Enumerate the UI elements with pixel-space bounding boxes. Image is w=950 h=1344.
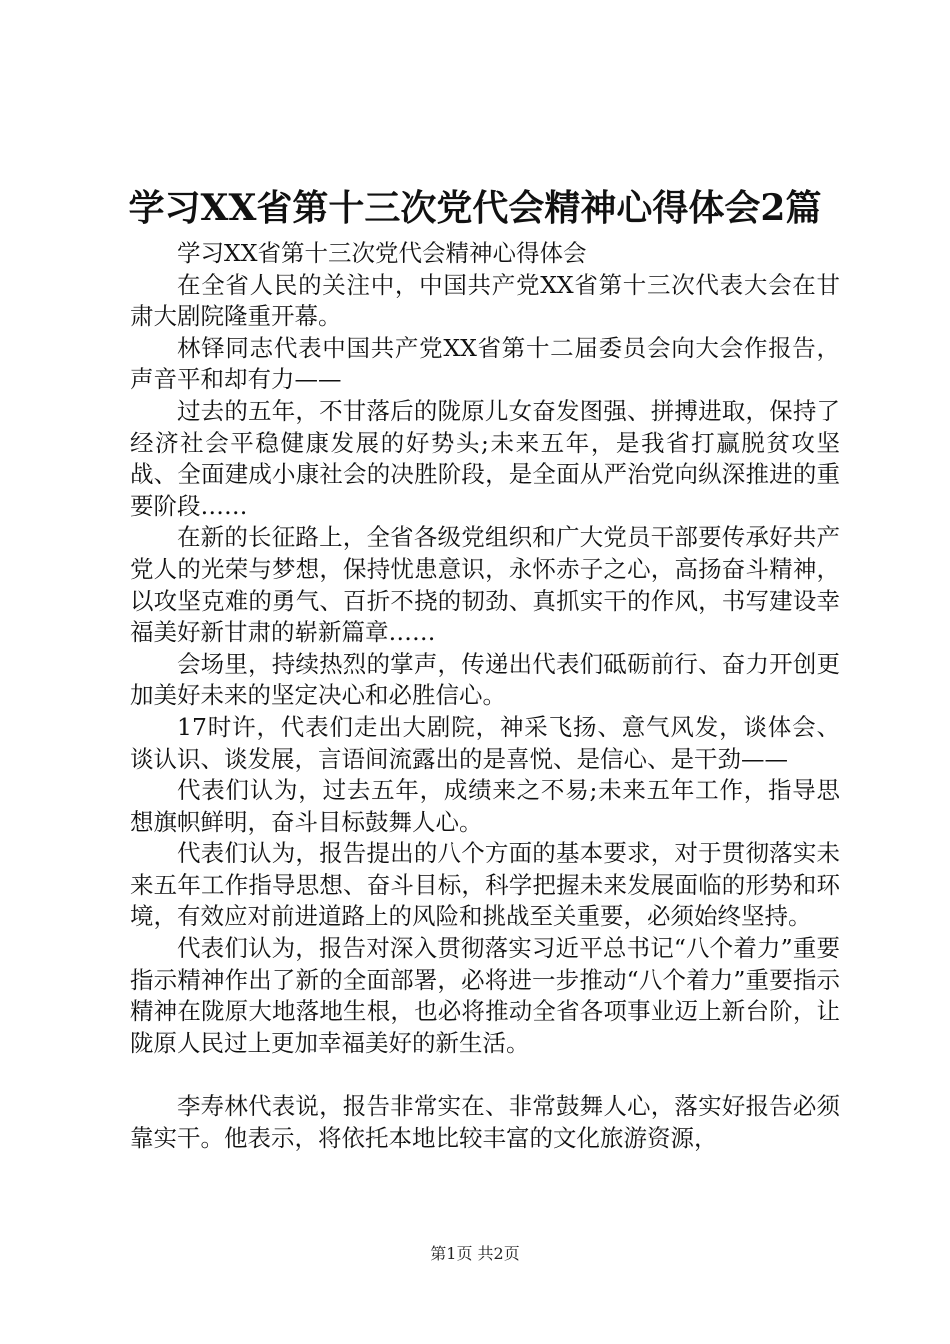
page-number-footer: 第1页 共2页 [430, 1244, 520, 1263]
paragraph-subtitle: 学习XX省第十三次党代会精神心得体会 [177, 239, 587, 267]
paragraph: 李寿林代表说，报告非常实在、非常鼓舞人心，落实好报告必须靠实干。他表示，将依托本地比较丰富的文化旅游资源， [130, 1092, 840, 1152]
paragraph: 代表们认为，报告对深入贯彻落实习近平总书记“八个着力”重要指示精神作出了新的全面部署，必将进一步推动“八个着力”重要指示精神在陇原大地落地生根，也必将推动全省各项事业迈上新台阶，让陇原人民过上更加幸福美好的新生活。 [130, 934, 840, 1057]
paragraph: 过去的五年，不甘落后的陇原儿女奋发图强、拼搏进取，保持了经济社会平稳健康发展的好势头;未来五年，是我省打赢脱贫攻坚战、全面建成小康社会的决胜阶段，是全面从严治党向纵深推进的重要阶段…… [130, 396, 840, 520]
paragraph: 会场里，持续热烈的掌声，传递出代表们砥砺前行、奋力开创更加美好未来的坚定决心和必胜信心。 [130, 649, 840, 710]
paragraph: 在全省人民的关注中，中国共产党XX省第十三次代表大会在甘肃大剧院隆重开幕。 [130, 270, 840, 331]
paragraph: 在新的长征路上，全省各级党组织和广大党员干部要传承好共产党人的光荣与梦想，保持忧患意识，永怀赤子之心，高扬奋斗精神，以攻坚克难的勇气、百折不挠的韧劲、真抓实干的作风，书写建设幸福美好新甘肃的崭新篇章…… [130, 523, 840, 647]
paragraph: 代表们认为，过去五年，成绩来之不易;未来五年工作，指导思想旗帜鲜明，奋斗目标鼓舞人心。 [130, 776, 840, 836]
paragraph: 17时许，代表们走出大剧院，神采飞扬、意气风发，谈体会、谈认识、谈发展，言语间流露出的是喜悦、是信心、是干劲—— [130, 712, 840, 773]
paragraph: 代表们认为，报告提出的八个方面的基本要求，对于贯彻落实未来五年工作指导思想、奋斗目标，科学把握未来发展面临的形势和环境，有效应对前进道路上的风险和挑战至关重要，必须始终坚持。 [130, 839, 840, 931]
paragraph: 林铎同志代表中国共产党XX省第十二届委员会向大会作报告，声音平和却有力—— [130, 333, 840, 394]
document-body [130, 238, 840, 1154]
document-title: 学习XX省第十三次党代会精神心得体会2篇 [128, 187, 822, 229]
